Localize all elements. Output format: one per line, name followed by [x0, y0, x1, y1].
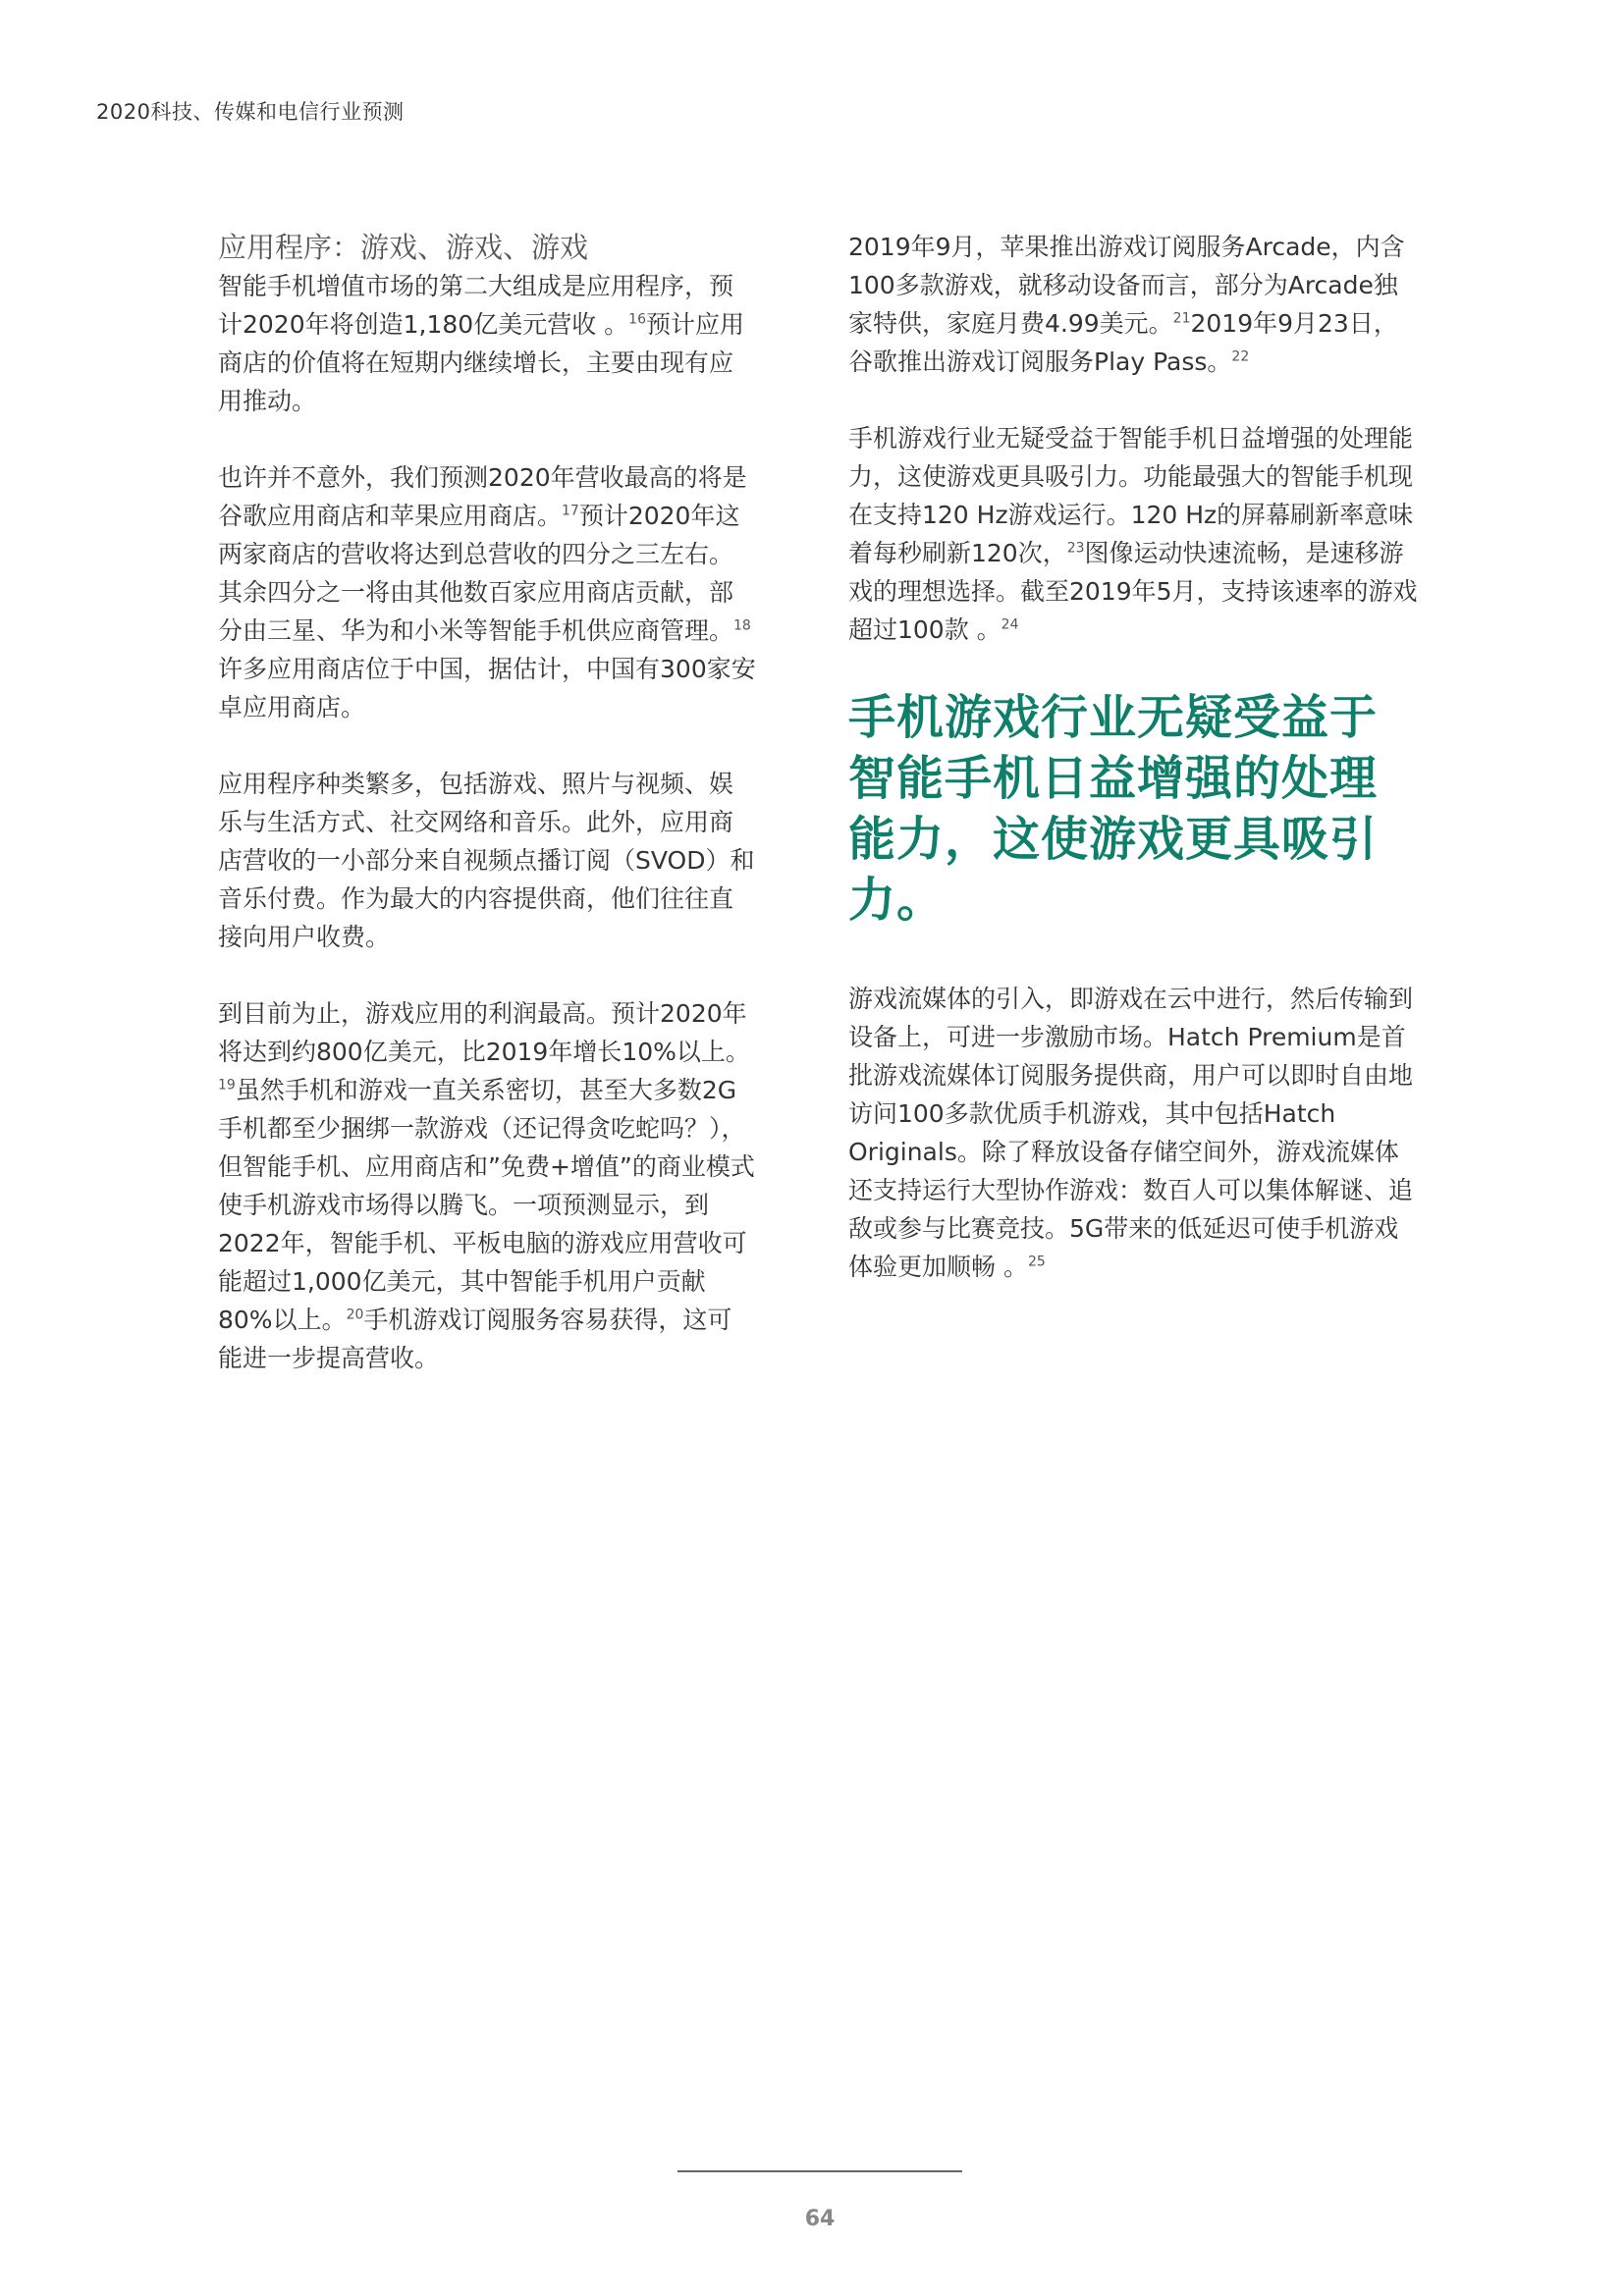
paragraph-text: 游戏流媒体的引入，即游戏在云中进行，然后传输到设备上，可进一步激励市场。Hatch Premium是首批游戏流媒体订阅服务提供商，用户可以即时自由地访问100多款优质手机游戏，其中包括Hatch Originals。除了释放设备存储空间外，游戏流媒体还支持运行大型协作游戏：数百人可以集体解谜、追敌或参与比赛竞技。5G带来的低延迟可使手机游戏体验更加顺畅 。 — [848, 985, 1414, 1281]
footer-divider — [677, 2170, 962, 2172]
paragraph-processing-power — [848, 419, 1418, 649]
paragraph-game-subscriptions — [848, 228, 1418, 381]
paragraph-text: 图像运动快速流畅，是速移游戏的理想选择。截至2019年5月，支持该速率的游戏超过100款 。 — [848, 539, 1418, 644]
footnote-marker: 17 — [562, 503, 579, 519]
paragraph-text: 应用程序种类繁多，包括游戏、照片与视频、娱乐与生活方式、社交网络和音乐。此外，应用商店营收的一小部分来自视频点播订阅（SVOD）和音乐付费。作为最大的内容提供商，他们往往直接向用户收费。 — [218, 770, 755, 951]
footnote-marker: 25 — [1027, 1254, 1046, 1270]
pull-quote: 手机游戏行业无疑受益于智能手机日益增强的处理能力，这使游戏更具吸引力。 — [848, 690, 1379, 928]
footnote-marker: 23 — [1066, 540, 1085, 557]
left-column — [218, 228, 756, 1415]
paragraph-text: 手机游戏订阅服务容易获得，这可能进一步提高营收。 — [218, 1306, 732, 1372]
paragraph-text: 到目前为止，游戏应用的利润最高。预计2020年将达到约800亿美元，比2019年增长10%以上。 — [218, 999, 750, 1066]
footnote-marker: 20 — [346, 1307, 364, 1323]
paragraph-app-stores — [218, 458, 756, 726]
footnote-marker: 22 — [1231, 348, 1250, 365]
section-subheading: 应用程序：游戏、游戏、游戏 — [218, 231, 589, 264]
paragraph-game-streaming — [848, 980, 1418, 1286]
report-header: 2020科技、传媒和电信行业预测 — [96, 100, 405, 124]
page-number: 64 — [804, 2207, 836, 2231]
paragraph-game-profits — [218, 994, 756, 1377]
paragraph-text: 也许并不意外，我们预测2020年营收最高的将是谷歌应用商店和苹果应用商店。 — [218, 463, 747, 530]
paragraph-text: 2019年9月，苹果推出游戏订阅服务Arcade，内含100多款游戏，就移动设备而言，部分为Arcade独家特供，家庭月费4.99美元。 — [848, 233, 1405, 338]
paragraph-text: 预计2020年这两家商店的营收将达到总营收的四分之三左右。其余四分之一将由其他数百家应用商店贡献，部分由三星、华为和小米等智能手机供应商管理。 — [218, 502, 740, 645]
paragraph-text: 许多应用商店位于中国，据估计，中国有300家安卓应用商店。 — [218, 655, 756, 721]
paragraph-text: 预计应用商店的价值将在短期内继续增长，主要由现有应用推动。 — [218, 310, 744, 415]
footnote-marker: 16 — [628, 311, 646, 328]
paragraph-text: 智能手机增值市场的第二大组成是应用程序，预计2020年将创造1,180亿美元营收 。 — [218, 272, 734, 339]
footnote-marker: 19 — [218, 1077, 236, 1094]
right-column — [848, 228, 1418, 1324]
footnote-marker: 24 — [1001, 616, 1019, 633]
paragraph-app-types — [218, 765, 756, 956]
paragraph-app-revenue — [218, 267, 756, 420]
footnote-marker: 21 — [1172, 310, 1191, 327]
footnote-marker: 18 — [733, 617, 751, 634]
paragraph-text: 虽然手机和游戏一直关系密切，甚至大多数2G手机都至少捆绑一款游戏（还记得贪吃蛇吗？），但智能手机、应用商店和”免费+增值”的商业模式使手机游戏市场得以腾飞。一项预测显示，到2022年，智能手机、平板电脑的游戏应用营收可能超过1,000亿美元，其中智能手机用户贡献80%以上。 — [218, 1076, 755, 1334]
paragraph-text: 手机游戏行业无疑受益于智能手机日益增强的处理能力，这使游戏更具吸引力。功能最强大的智能手机现在支持120 Hz游戏运行。120 Hz的屏幕刷新率意味着每秒刷新120次， — [848, 424, 1414, 567]
paragraph-text: 2019年9月23日，谷歌推出游戏订阅服务Play Pass。 — [848, 309, 1398, 376]
